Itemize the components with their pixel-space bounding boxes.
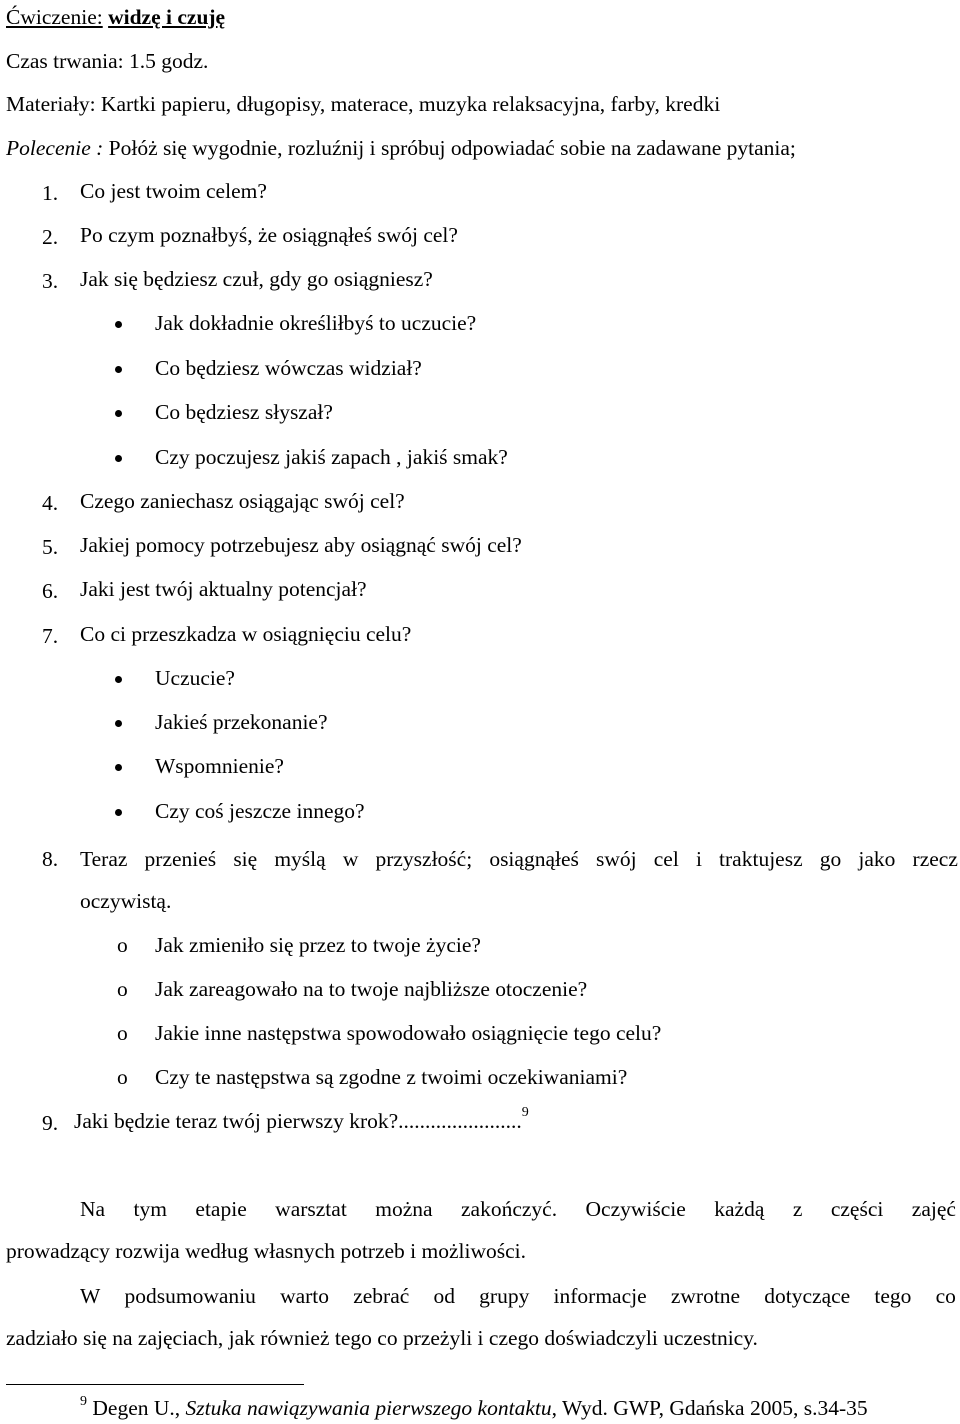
footnote (80, 1394, 868, 1420)
instruction (6, 138, 796, 160)
word: rzecz (912, 847, 958, 871)
bullet-icon (115, 764, 122, 771)
q8-sub-item: Czy te następstwa są zgodne z twoimi oczekiwaniami? (155, 1065, 628, 1089)
circle-bullet: o (117, 933, 128, 957)
exercise-title (6, 7, 225, 29)
title-main: widzę i czuję (108, 5, 226, 29)
instruction-text: Połóż się wygodnie, rozluźnij i spróbuj odpowiadać sobie na zadawane pytania; (103, 136, 796, 160)
word: Oczywiście (585, 1197, 686, 1221)
word: przyszłość; (375, 847, 473, 871)
word: w (342, 847, 359, 871)
q3-sub-item: Czy poczujesz jakiś zapach , jakiś smak? (155, 445, 508, 469)
word: od (433, 1284, 455, 1308)
q7-sub-item: Wspomnienie? (155, 754, 284, 778)
question-2: Po czym poznałbyś, że osiągnąłeś swój cel? (80, 223, 458, 247)
word: zajęć (911, 1197, 956, 1221)
q3-sub-item: Jak dokładnie określiłbyś to uczucie? (155, 311, 477, 335)
q7-sub-item: Jakieś przekonanie? (155, 710, 328, 734)
bullet-icon (115, 321, 122, 328)
materials: Materiały: Kartki papieru, długopisy, materace, muzyka relaksacyjna, farby, kredki (6, 92, 721, 116)
word: z (792, 1197, 803, 1221)
footnote-number: 9 (80, 1394, 87, 1409)
q6-number: 6. (42, 579, 59, 603)
question-8-line-2: oczywistą. (80, 889, 172, 913)
word: jako (858, 847, 896, 871)
question-8-line-1 (80, 847, 958, 872)
word: zwrotne (670, 1284, 741, 1308)
word: i (695, 847, 702, 871)
word: W (80, 1284, 101, 1308)
circle-bullet: o (117, 1065, 128, 1089)
circle-bullet: o (117, 1021, 128, 1045)
word: Teraz (80, 847, 128, 871)
question-7: Co ci przeszkadza w osiągnięciu celu? (80, 622, 412, 646)
word: każdą (714, 1197, 765, 1221)
question-3: Jak się będziesz czuł, gdy go osiągniesz? (80, 267, 433, 291)
closing-p2-line-2: zadziało się na zajęciach, jak również tego co przeżyli i czego doświadczyli uczestnicy. (6, 1326, 758, 1350)
bullet-icon (115, 720, 122, 727)
bullet-icon (115, 809, 122, 816)
word: przenieś (144, 847, 217, 871)
instruction-label: Polecenie : (6, 136, 104, 160)
question-4: Czego zaniechasz osiągając swój cel? (80, 489, 405, 513)
word: informacje (553, 1284, 647, 1308)
q9-number: 9. (42, 1111, 59, 1135)
word: cel (653, 847, 679, 871)
q3-sub-item: Co będziesz wówczas widział? (155, 356, 422, 380)
q7-sub-item: Czy coś jeszcze innego? (155, 799, 365, 823)
word: traktujesz (719, 847, 803, 871)
q2-number: 2. (42, 225, 59, 249)
footnote-ref: 9 (521, 1105, 529, 1120)
q3-sub-item: Co będziesz słyszał? (155, 400, 333, 424)
question-6: Jaki jest twój aktualny potencjał? (80, 577, 367, 601)
title-prefix: Ćwiczenie: (6, 5, 103, 29)
bullet-icon (115, 676, 122, 683)
question-9 (74, 1105, 529, 1133)
duration: Czas trwania: 1.5 godz. (6, 49, 209, 73)
word: można (375, 1197, 433, 1221)
word: podsumowaniu (124, 1284, 256, 1308)
word: zebrać (353, 1284, 410, 1308)
q1-number: 1. (42, 181, 59, 205)
footnote-publisher: , Wyd. GWP, Gdańska 2005, s.34-35 (551, 1396, 868, 1420)
word: Na (80, 1197, 106, 1221)
word: dotyczące (764, 1284, 851, 1308)
circle-bullet: o (117, 977, 128, 1001)
word: myślą (274, 847, 326, 871)
closing-p2-line-1 (80, 1284, 956, 1309)
word: co (935, 1284, 956, 1308)
bullet-icon (115, 410, 122, 417)
closing-p1-line-2: prowadzący rozwija według własnych potrzeb i możliwości. (6, 1239, 527, 1263)
word: tym (133, 1197, 167, 1221)
question-1: Co jest twoim celem? (80, 179, 267, 203)
q8-sub-item: Jak zareagowało na to twoje najbliższe otoczenie? (155, 977, 588, 1001)
word: się (233, 847, 258, 871)
question-9-text: Jaki będzie teraz twój pierwszy krok?....................... (74, 1109, 522, 1133)
word: warto (280, 1284, 330, 1308)
q4-number: 4. (42, 491, 59, 515)
word: tego (874, 1284, 912, 1308)
bullet-icon (115, 366, 122, 373)
q7-number: 7. (42, 624, 59, 648)
word: zakończyć. (461, 1197, 558, 1221)
closing-p1-line-1 (80, 1197, 956, 1222)
question-5: Jakiej pomocy potrzebujesz aby osiągnąć swój cel? (80, 533, 522, 557)
word: warsztat (275, 1197, 347, 1221)
footnote-author: Degen U., (87, 1396, 186, 1420)
footnote-divider (6, 1384, 304, 1385)
word: części (830, 1197, 884, 1221)
footnote-title: Sztuka nawiązywania pierwszego kontaktu (185, 1396, 552, 1420)
q8-sub-item: Jak zmieniło się przez to twoje życie? (155, 933, 481, 957)
q8-sub-item: Jakie inne następstwa spowodowało osiągnięcie tego celu? (155, 1021, 662, 1045)
word: osiągnąłeś (489, 847, 579, 871)
word: swój (596, 847, 637, 871)
bullet-icon (115, 455, 122, 462)
q5-number: 5. (42, 535, 59, 559)
q7-sub-item: Uczucie? (155, 666, 235, 690)
word: grupy (479, 1284, 530, 1308)
word: etapie (195, 1197, 247, 1221)
word: go (819, 847, 842, 871)
q3-number: 3. (42, 269, 59, 293)
q8-number: 8. (42, 847, 59, 871)
